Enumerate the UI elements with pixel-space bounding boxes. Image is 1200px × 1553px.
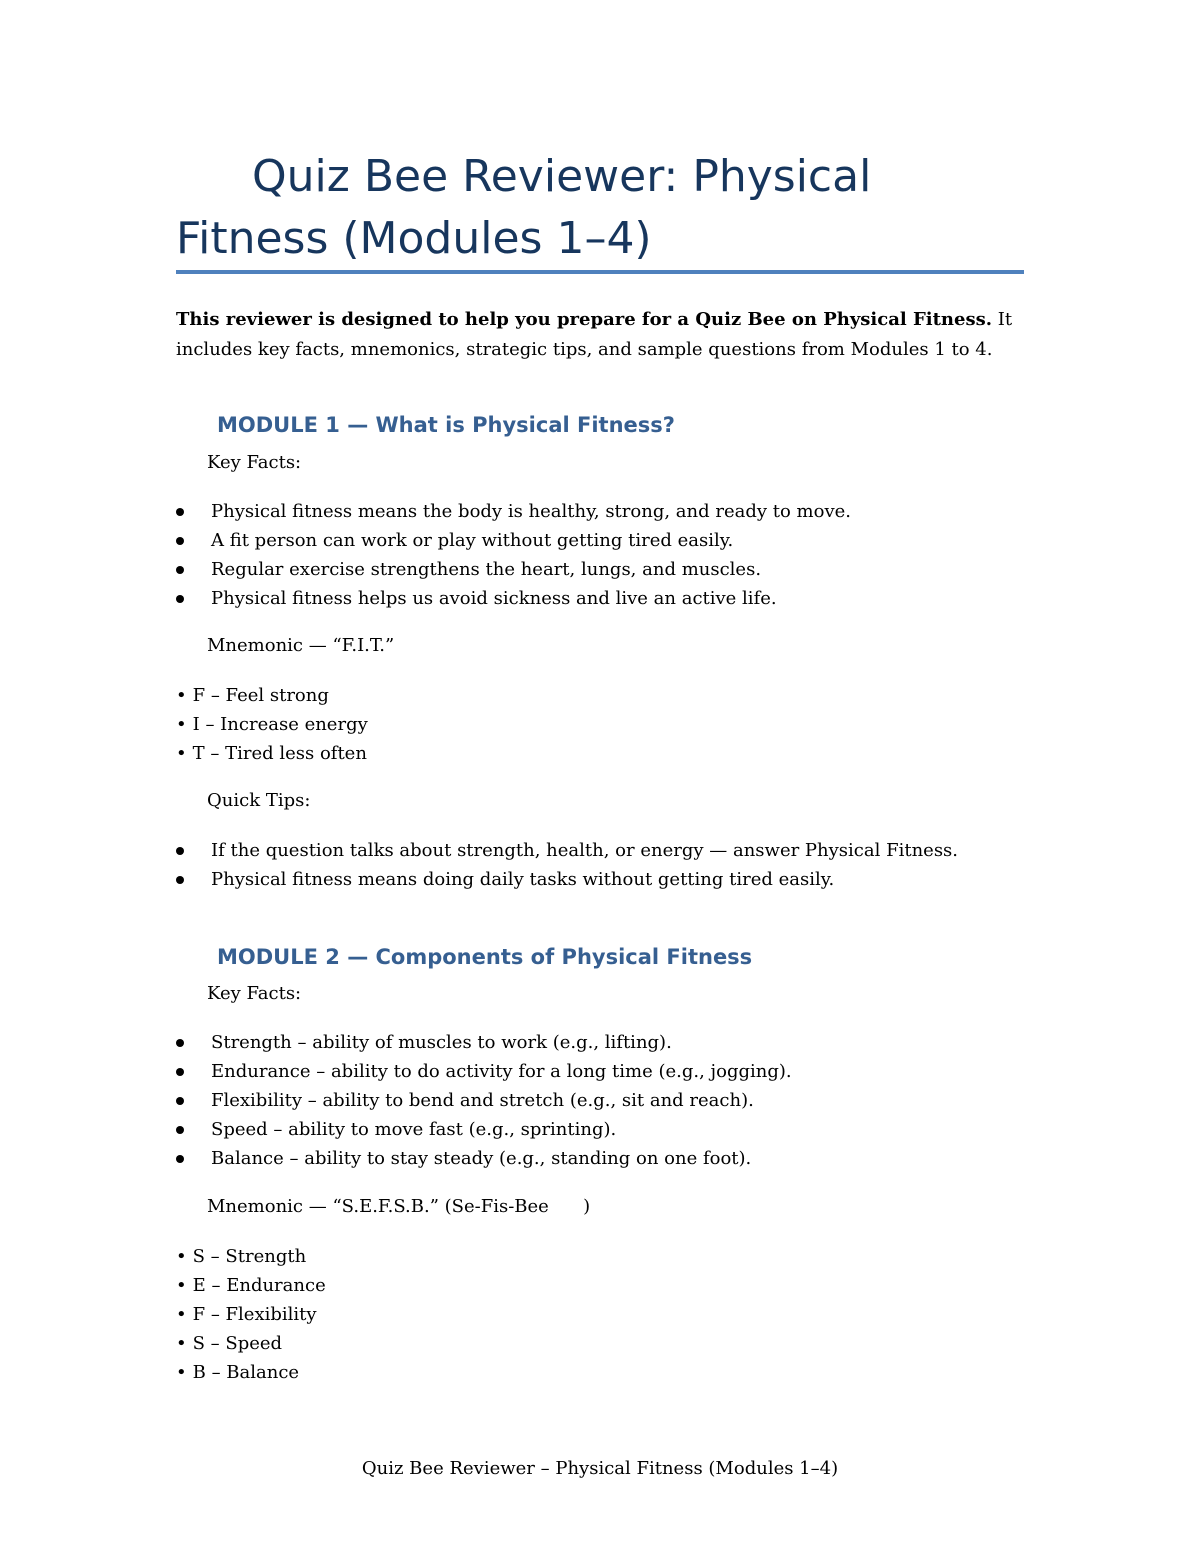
module-2-heading: MODULE 2 — Components of Physical Fitness <box>217 945 753 969</box>
module-1-mnemonic-list <box>176 681 368 768</box>
bullet-icon <box>176 1039 184 1047</box>
bullet-icon: • <box>176 1246 187 1267</box>
bullet-icon <box>176 1155 184 1163</box>
bullet-icon: • <box>176 1275 187 1296</box>
list-item: Regular exercise strengthens the heart, lungs, and muscles. <box>176 555 851 584</box>
list-item: • S – Speed <box>176 1333 283 1354</box>
bullet-icon <box>176 508 184 516</box>
module-2-key-facts-list <box>176 1028 792 1173</box>
list-item: • F – Flexibility <box>176 1304 317 1325</box>
module-1-heading: MODULE 1 — What is Physical Fitness? <box>217 413 675 437</box>
module-1-tips-label: Quick Tips: <box>207 790 311 811</box>
module-1-tips-list <box>176 836 958 894</box>
bullet-icon <box>176 1126 184 1134</box>
bullet-icon <box>176 566 184 574</box>
bullet-icon <box>176 595 184 603</box>
list-item: Physical fitness means doing daily tasks without getting tired easily. <box>176 865 958 894</box>
intro-paragraph <box>176 305 1036 365</box>
module-1-mnemonic-label: Mnemonic — “F.I.T.” <box>207 635 395 656</box>
page-footer: Quiz Bee Reviewer – Physical Fitness (Modules 1–4) <box>361 1458 839 1479</box>
list-item: Endurance – ability to do activity for a long time (e.g., jogging). <box>176 1057 792 1086</box>
bullet-icon: • <box>176 1304 187 1325</box>
bullet-icon: • <box>176 1362 187 1383</box>
list-item: Speed – ability to move fast (e.g., sprinting). <box>176 1115 792 1144</box>
list-item: • I – Increase energy <box>176 714 368 735</box>
module-1-key-facts-label: Key Facts: <box>207 452 302 473</box>
module-2-key-facts-label: Key Facts: <box>207 983 302 1004</box>
bullet-icon: • <box>176 1333 187 1354</box>
list-item: Physical fitness helps us avoid sickness and live an active life. <box>176 584 851 613</box>
list-item: • T – Tired less often <box>176 743 367 764</box>
list-item: • B – Balance <box>176 1362 300 1383</box>
list-item: • E – Endurance <box>176 1275 326 1296</box>
document-title: Quiz Bee Reviewer: Physical Fitness (Modules 1–4) <box>176 151 872 264</box>
bullet-icon <box>176 537 184 545</box>
list-item: Physical fitness means the body is healthy, strong, and ready to move. <box>176 497 851 526</box>
list-item: Strength – ability of muscles to work (e.g., lifting). <box>176 1028 792 1057</box>
bullet-icon: • <box>176 685 187 706</box>
bullet-icon <box>176 847 184 855</box>
bullet-icon <box>176 876 184 884</box>
intro-rest: It includes key facts, mnemonics, strategic tips, and sample questions from Modules 1 to 4. <box>176 309 1013 360</box>
list-item: • F – Feel strong <box>176 685 329 706</box>
module-2-mnemonic-label: Mnemonic — “S.E.F.S.B.” (Se-Fis-Bee ) <box>207 1196 591 1217</box>
intro-bold: This reviewer is designed to help you prepare for a Quiz Bee on Physical Fitness. <box>176 309 992 330</box>
module-2-mnemonic-list <box>176 1242 326 1387</box>
list-item: • S – Strength <box>176 1246 307 1267</box>
bullet-icon <box>176 1068 184 1076</box>
title-underline <box>176 270 1024 274</box>
bullet-icon: • <box>176 714 187 735</box>
list-item: A fit person can work or play without getting tired easily. <box>176 526 851 555</box>
list-item: Flexibility – ability to bend and stretch (e.g., sit and reach). <box>176 1086 792 1115</box>
list-item: Balance – ability to stay steady (e.g., standing on one foot). <box>176 1144 792 1173</box>
bullet-icon <box>176 1097 184 1105</box>
module-1-key-facts-list <box>176 497 851 613</box>
bullet-icon: • <box>176 743 187 764</box>
list-item: If the question talks about strength, health, or energy — answer Physical Fitness. <box>176 836 958 865</box>
